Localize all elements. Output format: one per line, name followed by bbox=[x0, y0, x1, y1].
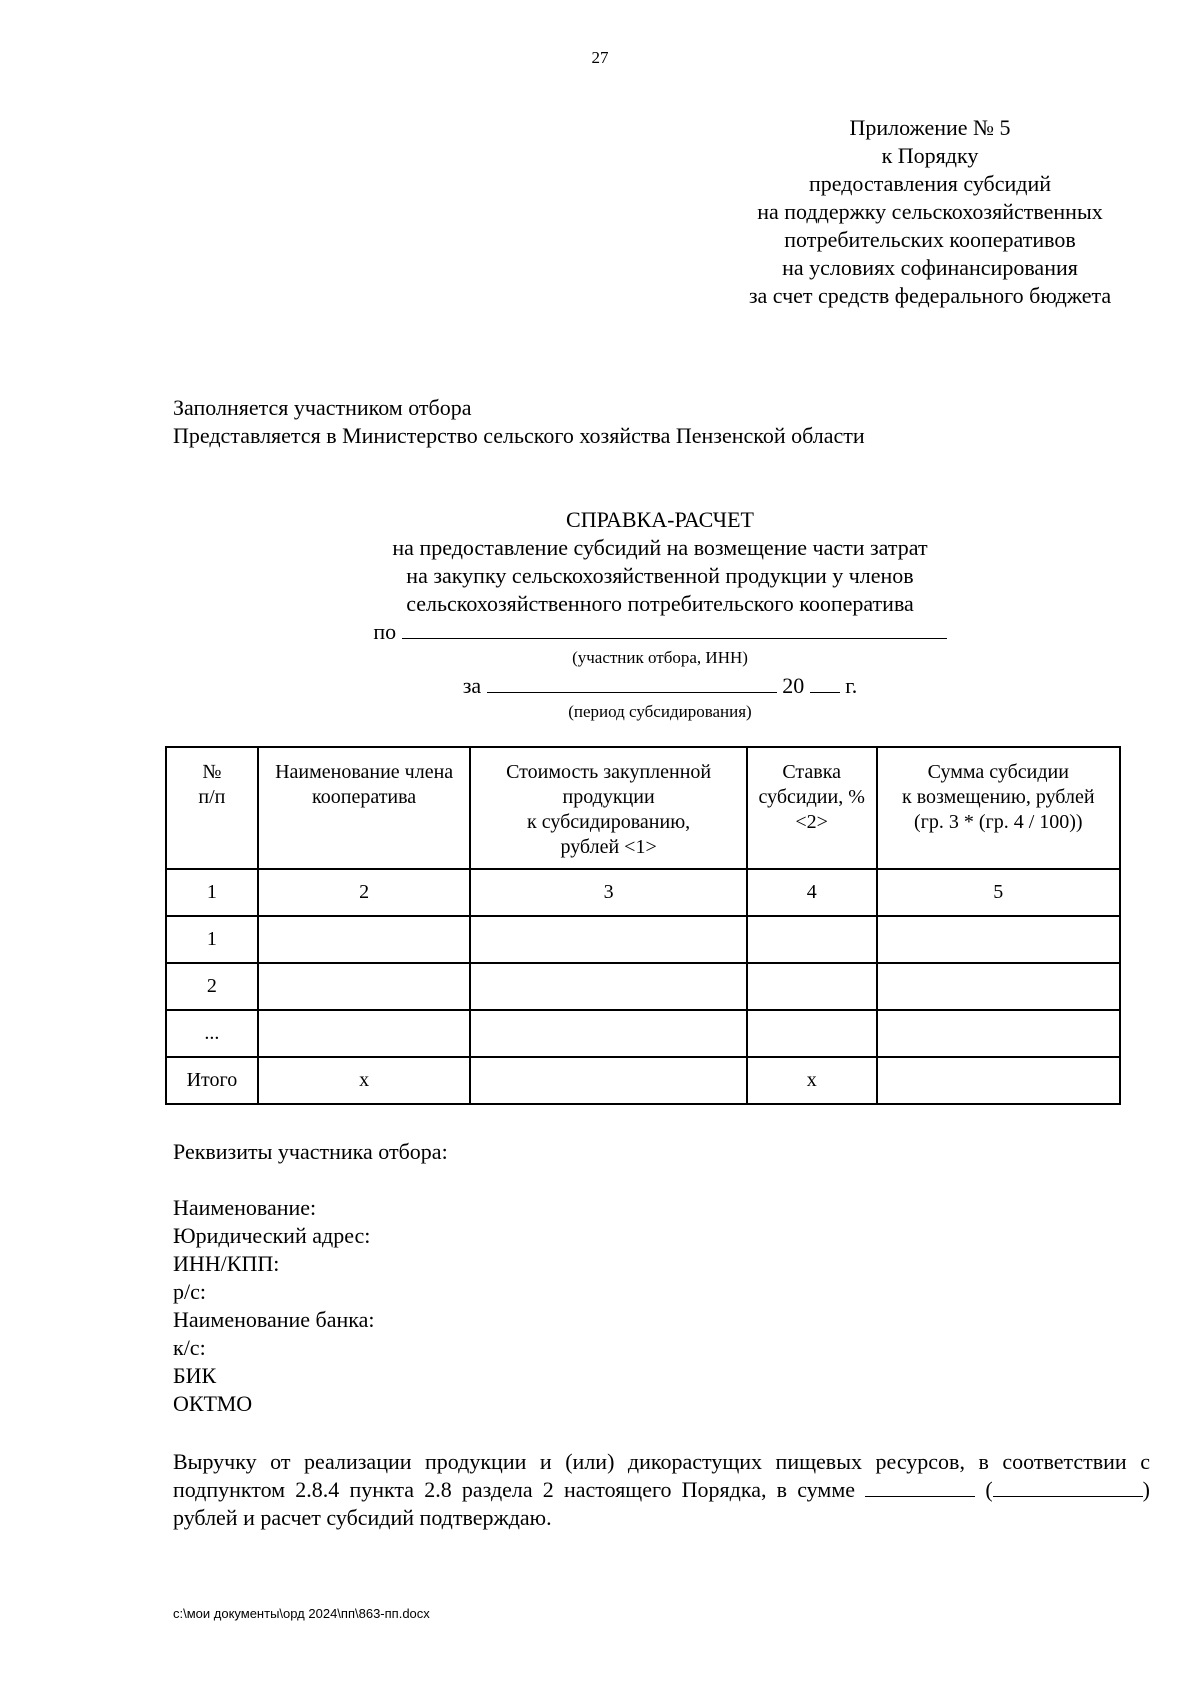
table-total-row bbox=[166, 1057, 1120, 1104]
appendix-line: на поддержку сельскохозяйственных bbox=[757, 199, 1103, 224]
calculation-table bbox=[165, 746, 1121, 1105]
header-line: (гр. 3 * (гр. 4 / 100)) bbox=[913, 811, 1083, 833]
appendix-line: на условиях софинансирования bbox=[782, 255, 1078, 280]
page-number: 27 bbox=[591, 48, 609, 67]
participant-line bbox=[330, 618, 990, 646]
appendix-header bbox=[720, 114, 1140, 310]
table-cell: 1 bbox=[166, 869, 258, 916]
title-line: на предоставление субсидий на возмещение части затрат bbox=[392, 535, 928, 560]
requisite-field: БИК bbox=[173, 1363, 217, 1388]
table-header-row bbox=[166, 747, 1120, 869]
header-line: № bbox=[202, 761, 222, 783]
table-cell bbox=[258, 916, 471, 963]
header-line: Сумма субсидии bbox=[927, 761, 1069, 783]
table-cell bbox=[747, 963, 877, 1010]
table-cell bbox=[470, 1010, 746, 1057]
confirmation-paragraph: Выручку от реализации продукции и (или) дикорастущих пищевых ресурсов, в соответствии с подпунктом 2.8.4 пункта 2.8 раздела 2 настоящего Порядка, в сумме ( ) рублей и расчет субсидий подтверждаю. bbox=[173, 1449, 1150, 1530]
table-cell: 2 bbox=[166, 963, 258, 1010]
table-cell: ... bbox=[166, 1010, 258, 1057]
requisites-block bbox=[173, 1138, 1073, 1418]
header-line: рублей <1> bbox=[560, 836, 657, 858]
table-cell bbox=[470, 916, 746, 963]
header-purchase-cost bbox=[470, 747, 746, 869]
table-cell: x bbox=[747, 1057, 877, 1104]
requisite-field: Наименование: bbox=[173, 1195, 317, 1220]
period-blank bbox=[487, 672, 777, 693]
header-line: Ставка bbox=[782, 761, 842, 783]
requisite-field: р/с: bbox=[173, 1279, 206, 1304]
header-subsidy-sum bbox=[877, 747, 1120, 869]
header-line: <2> bbox=[795, 811, 828, 833]
appendix-line: потребительских кооперативов bbox=[784, 227, 1076, 252]
table-row bbox=[166, 869, 1120, 916]
table-cell: 2 bbox=[258, 869, 471, 916]
table-row bbox=[166, 1010, 1120, 1057]
table-cell bbox=[747, 1010, 877, 1057]
period-prefix: за bbox=[462, 673, 482, 698]
table-cell bbox=[470, 1057, 746, 1104]
table-row bbox=[166, 916, 1120, 963]
table-cell: 1 bbox=[166, 916, 258, 963]
table-cell bbox=[877, 1010, 1120, 1057]
participant-prefix: по bbox=[373, 619, 397, 644]
header-line: к субсидированию, bbox=[527, 811, 691, 833]
requisites-heading: Реквизиты участника отбора: bbox=[173, 1139, 448, 1164]
filling-notes bbox=[173, 394, 1073, 450]
table-cell bbox=[258, 1010, 471, 1057]
appendix-line: за счет средств федерального бюджета bbox=[748, 283, 1112, 308]
requisite-field: к/с: bbox=[173, 1335, 206, 1360]
header-member-name bbox=[258, 747, 471, 869]
table-row bbox=[166, 963, 1120, 1010]
year-blank bbox=[810, 672, 840, 693]
confirmation-text: Выручку от реализации продукции и (или) дикорастущих пищевых ресурсов, в соответствии с подпунктом 2.8.4 пункта 2.8 раздела 2 настоящего Порядка, в сумме bbox=[173, 1449, 1150, 1502]
requisite-field: Юридический адрес: bbox=[173, 1223, 371, 1248]
file-path-footer: c:\мои документы\орд 2024\пп\863-пп.docx bbox=[173, 1606, 430, 1621]
title-line: на закупку сельскохозяйственной продукции у членов bbox=[406, 563, 914, 588]
amount-words-blank bbox=[993, 1476, 1143, 1497]
period-caption: (период субсидирования) bbox=[568, 702, 752, 721]
document-title bbox=[330, 506, 990, 618]
table-cell: Итого bbox=[166, 1057, 258, 1104]
submitted-to-note: Представляется в Министерство сельского хозяйства Пензенской области bbox=[173, 423, 865, 448]
table-cell bbox=[258, 963, 471, 1010]
period-suffix: г. bbox=[845, 673, 858, 698]
header-line: п/п bbox=[198, 786, 226, 808]
appendix-line: предоставления субсидий bbox=[808, 171, 1052, 196]
header-line: кооператива bbox=[312, 786, 417, 808]
header-subsidy-rate bbox=[747, 747, 877, 869]
table-cell bbox=[747, 916, 877, 963]
period-year: 20 bbox=[782, 673, 805, 698]
title-heading: СПРАВКА-РАСЧЕТ bbox=[566, 507, 754, 532]
appendix-line: к Порядку bbox=[881, 143, 979, 168]
header-line: к возмещению, рублей bbox=[902, 786, 1095, 808]
period-line bbox=[330, 672, 990, 700]
header-line: Наименование члена bbox=[275, 761, 454, 783]
header-line: Стоимость закупленной bbox=[506, 761, 712, 783]
requisite-field: Наименование банка: bbox=[173, 1307, 375, 1332]
amount-blank bbox=[865, 1476, 975, 1497]
table-cell bbox=[470, 963, 746, 1010]
header-line: продукции bbox=[562, 786, 655, 808]
table-cell bbox=[877, 916, 1120, 963]
header-line: субсидии, % bbox=[758, 786, 865, 808]
title-line: сельскохозяйственного потребительского кооператива bbox=[406, 591, 914, 616]
table-cell bbox=[877, 963, 1120, 1010]
participant-caption: (участник отбора, ИНН) bbox=[572, 648, 748, 667]
filled-by-note: Заполняется участником отбора bbox=[173, 395, 472, 420]
confirmation-text-end: рублей и расчет субсидий подтверждаю. bbox=[173, 1505, 552, 1530]
header-number bbox=[166, 747, 258, 869]
table-cell: 4 bbox=[747, 869, 877, 916]
requisite-field: ОКТМО bbox=[173, 1391, 253, 1416]
participant-blank bbox=[402, 618, 947, 639]
table-cell: x bbox=[258, 1057, 471, 1104]
table-cell bbox=[877, 1057, 1120, 1104]
appendix-line: Приложение № 5 bbox=[849, 115, 1011, 140]
requisite-field: ИНН/КПП: bbox=[173, 1251, 280, 1276]
table-cell: 5 bbox=[877, 869, 1120, 916]
table-cell: 3 bbox=[470, 869, 746, 916]
